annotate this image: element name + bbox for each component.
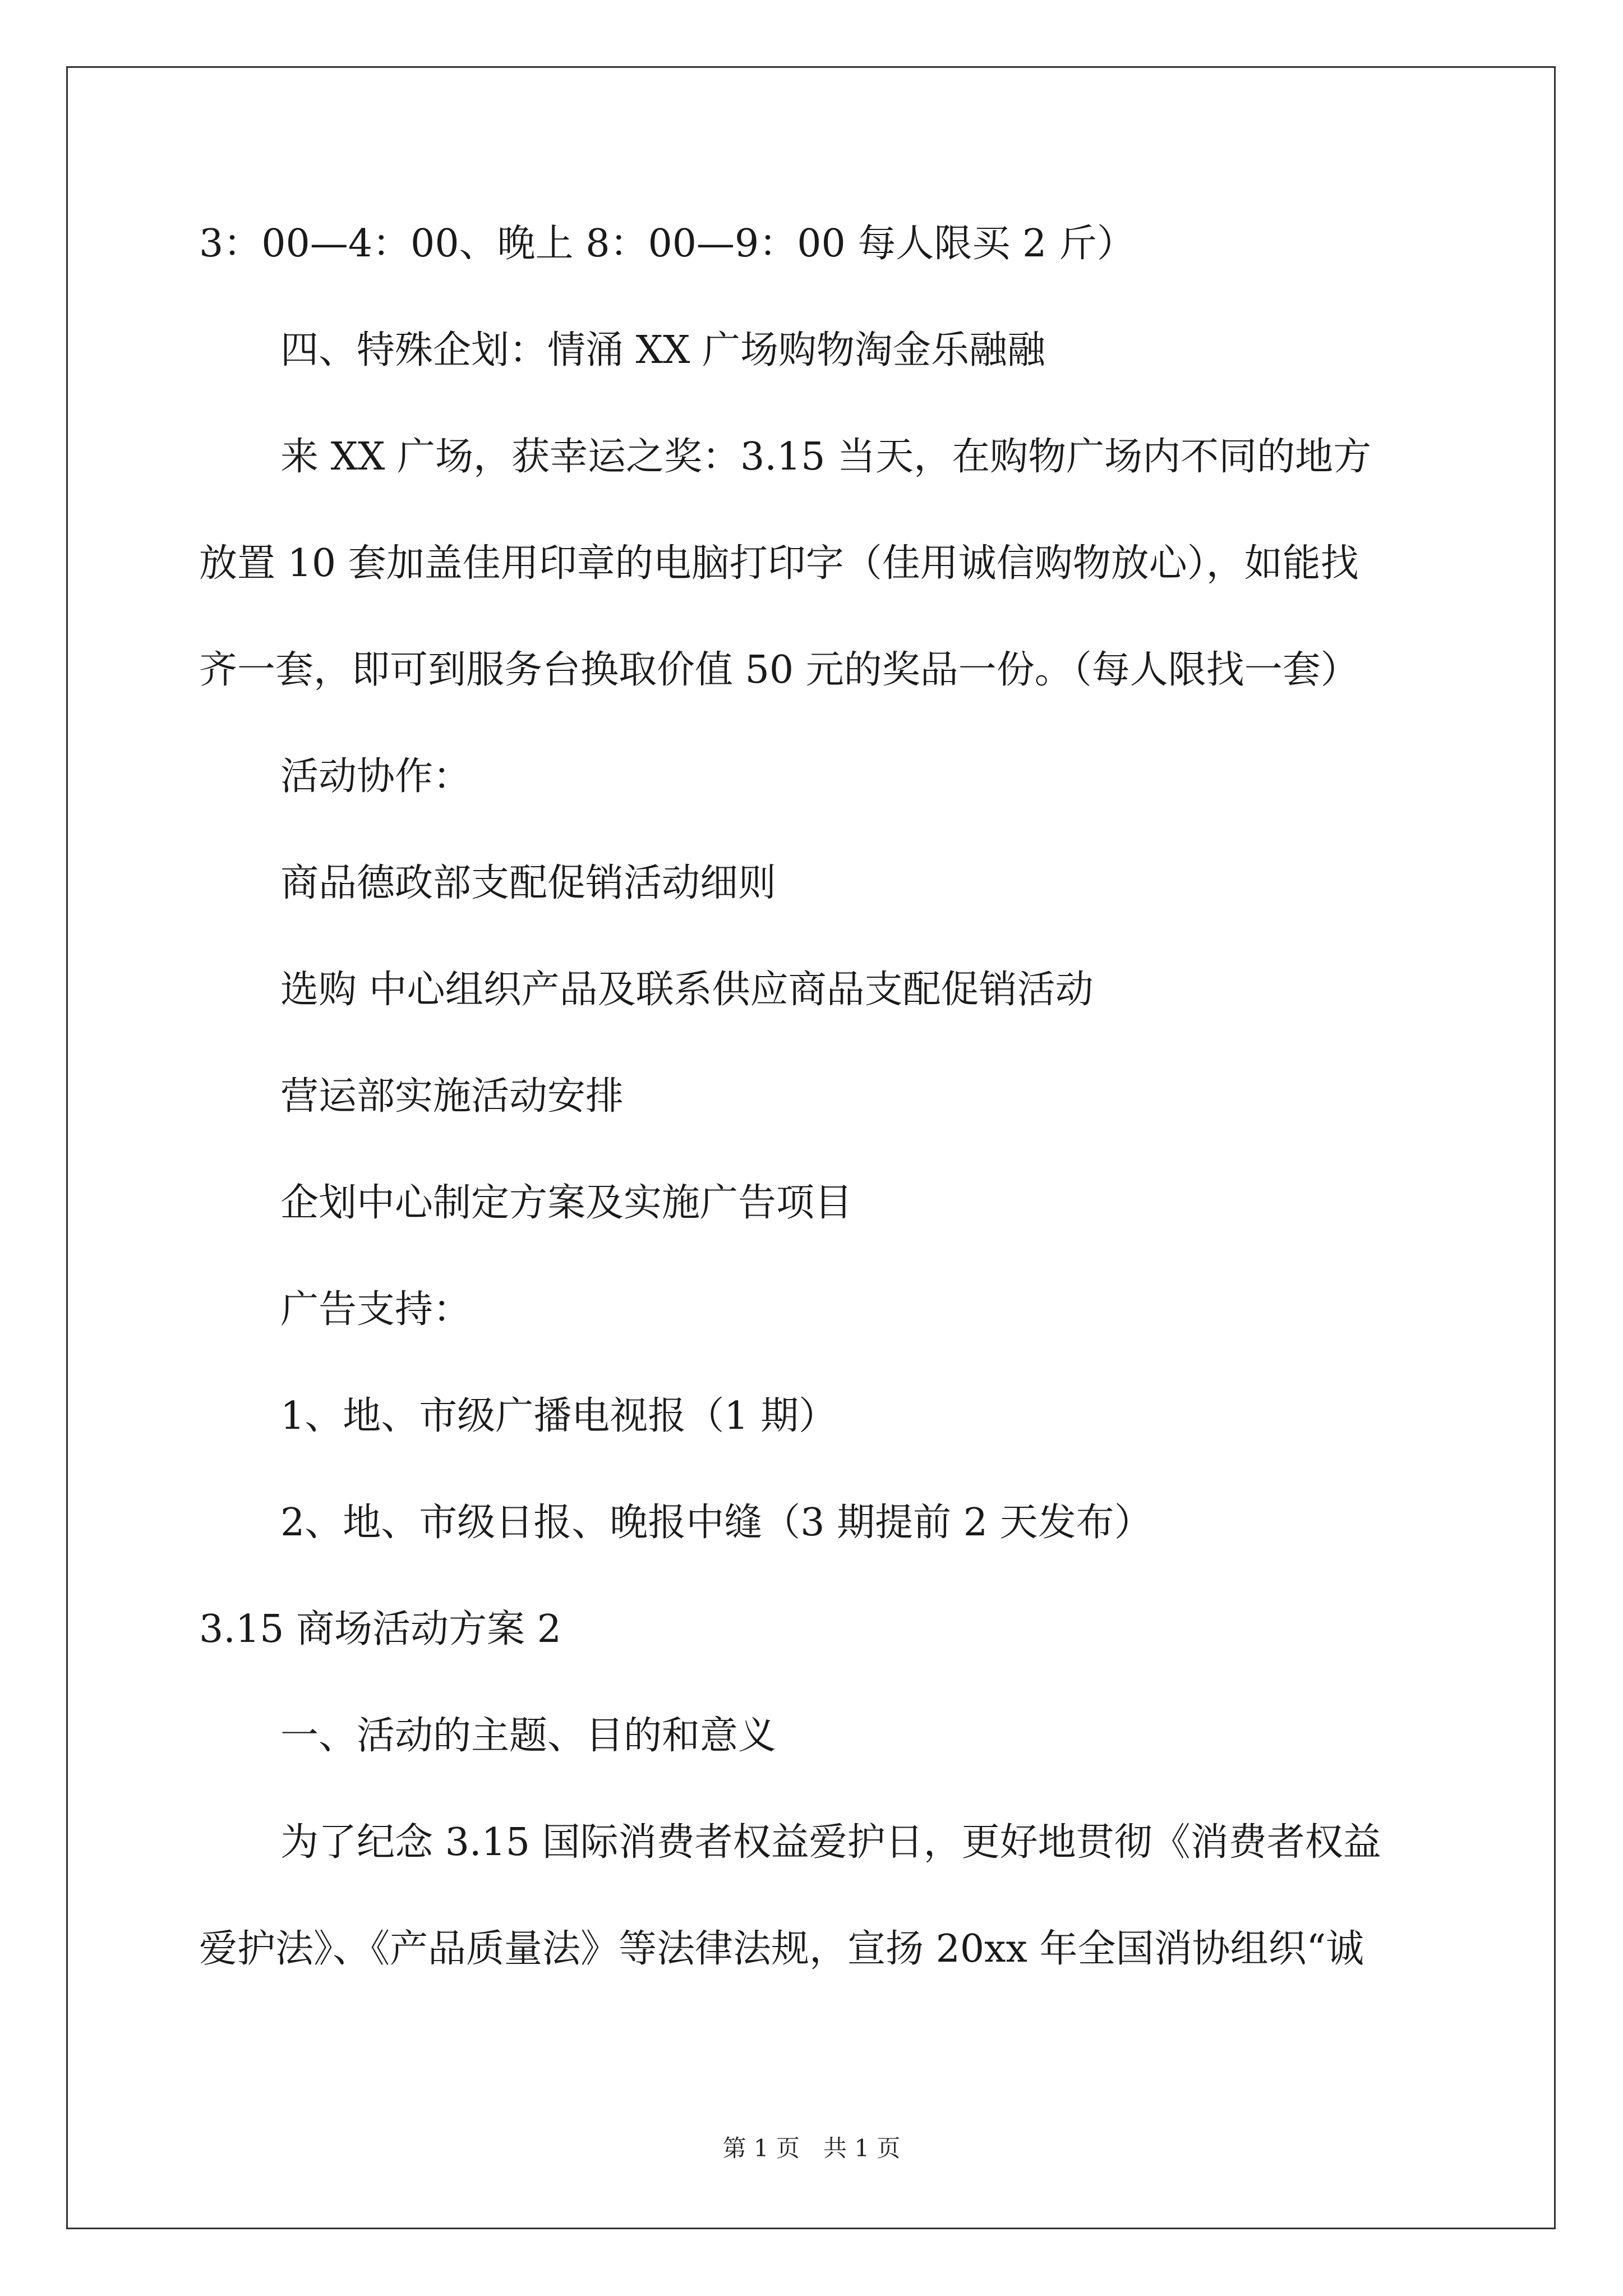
text-line-8: 选购 中心组织产品及联系供应商品支配促销活动 [280,968,1094,1012]
text-line-4: 放置 10 套加盖佳用印章的电脑打印字（佳用诚信购物放心），如能找 [199,541,1359,586]
text-line-15: 一、活动的主题、目的和意义 [280,1714,777,1758]
text-line-1: 3：00—4：00、晚上 8：00—9：00 每人限买 2 斤） [199,222,1135,266]
text-line-9: 营运部实施活动安排 [280,1074,624,1119]
text-line-10: 企划中心制定方案及实施广告项目 [280,1181,853,1225]
text-line-6: 活动协作： [280,754,472,799]
text-line-12: 1、地、市级广播电视报（1 期） [280,1394,837,1438]
page-border [66,66,1556,2229]
text-line-11: 广告支持： [280,1287,472,1332]
section-heading: 3.15 商场活动方案 2 [199,1607,561,1651]
text-line-16: 为了纪念 3.15 国际消费者权益爱护日，更好地贯彻《消费者权益 [280,1820,1381,1865]
text-line-17: 爱护法》、《产品质量法》等法律法规，宣扬 20xx 年全国消协组织“诚 [199,1927,1364,1971]
page-footer: 第 1 页 共 1 页 [722,2134,901,2162]
text-line-2: 四、特殊企划：情涌 XX 广场购物淘金乐融融 [280,328,1046,372]
text-line-7: 商品德政部支配促销活动细则 [280,861,777,905]
text-line-5: 齐一套，即可到服务台换取价值 50 元的奖品一份。（每人限找一套） [199,648,1359,692]
text-line-13: 2、地、市级日报、晚报中缝（3 期提前 2 天发布） [280,1501,1152,1545]
text-line-3: 来 XX 广场，获幸运之奖：3.15 当天，在购物广场内不同的地方 [280,435,1372,479]
